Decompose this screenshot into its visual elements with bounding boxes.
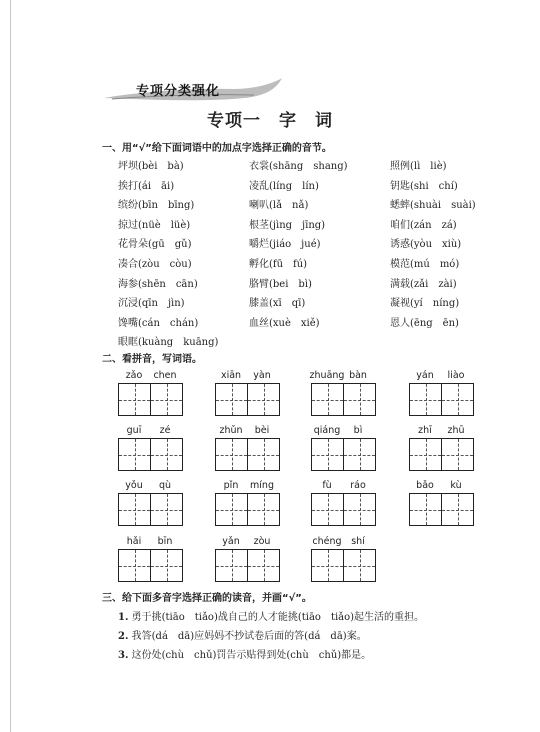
pinyin-label: yǒu	[125, 480, 143, 491]
word-item: 凝视(yí níng)	[390, 298, 460, 310]
writing-box[interactable]	[441, 493, 474, 526]
pinyin-writing-grid	[215, 425, 279, 471]
pinyin-label: míng	[250, 480, 274, 491]
word-row	[118, 275, 538, 295]
word-item: 满载(zǎi zài)	[390, 278, 457, 290]
section1-title: 一、用“√”给下面词语中的加点字选择正确的音节。	[102, 143, 332, 154]
word-item: 嚼烂(jiáo jué)	[249, 239, 321, 251]
word-row	[118, 294, 538, 314]
writing-box[interactable]	[118, 383, 151, 416]
word-item: 诱惑(yòu xiù)	[390, 239, 462, 251]
word-item: 凌乱(líng lín)	[249, 180, 319, 192]
writing-box[interactable]	[311, 438, 344, 471]
pinyin-label: chen	[153, 370, 177, 381]
word-item: 胳臂(bei bì)	[249, 278, 312, 290]
word-row	[118, 196, 538, 216]
section2-title: 二、看拼音，写词语。	[102, 354, 202, 365]
writing-box[interactable]	[118, 438, 151, 471]
writing-box[interactable]	[150, 383, 183, 416]
pinyin-writing-grid	[311, 536, 375, 582]
word-item: 咱们(zán zá)	[390, 219, 457, 231]
pinyin-writing-grid	[118, 536, 182, 582]
pinyin-label: guī	[126, 425, 142, 436]
word-item: 眼眶(kuàng kuāng)	[118, 337, 219, 349]
pinyin-label: yàn	[253, 370, 271, 381]
writing-box[interactable]	[215, 383, 248, 416]
writing-box[interactable]	[409, 383, 442, 416]
pinyin-label: pǐn	[223, 480, 239, 491]
word-item: 馋嘴(cán chán)	[118, 317, 199, 329]
pinyin-label: yǎn	[222, 536, 240, 547]
pinyin-label: bǎo	[416, 480, 434, 491]
word-row	[118, 314, 538, 334]
writing-box[interactable]	[150, 438, 183, 471]
question-item	[118, 608, 424, 623]
writing-box[interactable]	[343, 549, 376, 582]
question-number: 3.	[118, 650, 129, 661]
word-item: 坪坝(bèi bà)	[118, 161, 184, 172]
writing-box[interactable]	[247, 438, 280, 471]
page-title: 专项一 字 词	[207, 111, 333, 131]
writing-box[interactable]	[343, 493, 376, 526]
word-row	[118, 255, 538, 275]
word-item: 蟋蟀(shuài suài)	[390, 200, 476, 212]
writing-box[interactable]	[150, 549, 183, 582]
pinyin-label: liào	[447, 370, 465, 381]
word-item: 膝盖(xī qī)	[249, 298, 306, 310]
pinyin-writing-grid	[311, 370, 375, 416]
pinyin-writing-grid	[118, 425, 182, 471]
word-item: 沉浸(qīn jìn)	[118, 298, 185, 310]
question-text: 我答(dá dā)应妈妈不抄试卷后面的答(dá dā)案。	[131, 631, 367, 642]
writing-box[interactable]	[118, 493, 151, 526]
section3-title: 三、给下面多音字选择正确的读音，并画“√”。	[102, 593, 312, 604]
writing-box[interactable]	[311, 549, 344, 582]
word-row	[118, 216, 538, 236]
word-item: 钥匙(shi chí)	[390, 180, 458, 192]
pinyin-writing-grid	[215, 536, 279, 582]
pinyin-writing-grid	[311, 480, 375, 526]
pinyin-label: bīn	[157, 536, 173, 547]
writing-box[interactable]	[441, 438, 474, 471]
pinyin-writing-grid	[118, 370, 182, 416]
pinyin-writing-grid	[118, 480, 182, 526]
pinyin-writing-grid	[311, 425, 375, 471]
pinyin-label: bì	[353, 425, 363, 436]
pinyin-writing-grid	[215, 370, 279, 416]
word-item: 孵化(fū fú)	[249, 258, 308, 270]
word-item: 挨打(ái āi)	[118, 180, 175, 192]
pinyin-label: yán	[416, 370, 434, 381]
writing-box[interactable]	[441, 383, 474, 416]
pinyin-label: chéng	[312, 536, 342, 547]
pinyin-choice-list	[118, 157, 538, 353]
question-text: 这份处(chù chǔ)罚告示贴得到处(chù chǔ)都是。	[131, 650, 372, 661]
word-row	[118, 157, 538, 177]
writing-box[interactable]	[343, 438, 376, 471]
word-row	[118, 235, 538, 255]
writing-box[interactable]	[409, 438, 442, 471]
pinyin-label: zhī	[418, 425, 432, 436]
pinyin-label: qiáng	[313, 425, 341, 436]
writing-box[interactable]	[215, 549, 248, 582]
writing-box[interactable]	[118, 549, 151, 582]
pinyin-writing-grid	[409, 480, 473, 526]
writing-box[interactable]	[215, 493, 248, 526]
word-item: 血丝(xuè xiě)	[249, 317, 320, 329]
question-number: 2.	[118, 631, 129, 642]
pinyin-label: shí	[351, 536, 365, 547]
word-item: 花骨朵(gū gǔ)	[118, 239, 192, 251]
pinyin-writing-grid	[409, 370, 473, 416]
pinyin-label: bàn	[349, 370, 367, 381]
word-item: 缤纷(bīn bīng)	[118, 200, 195, 212]
writing-box[interactable]	[247, 493, 280, 526]
pinyin-label: qù	[158, 480, 172, 491]
word-item: 恩人(ēng ēn)	[390, 317, 459, 329]
question-item	[118, 646, 371, 661]
writing-box[interactable]	[247, 383, 280, 416]
writing-box[interactable]	[215, 438, 248, 471]
writing-box[interactable]	[311, 383, 344, 416]
pinyin-label: zòu	[253, 536, 271, 547]
pinyin-label: kù	[450, 480, 462, 491]
pinyin-label: bèi	[254, 425, 270, 436]
writing-box[interactable]	[247, 549, 280, 582]
writing-box[interactable]	[311, 493, 344, 526]
writing-box[interactable]	[409, 493, 442, 526]
writing-box[interactable]	[150, 493, 183, 526]
question-item	[118, 627, 367, 642]
pinyin-label: ráo	[350, 480, 366, 491]
word-item: 根茎(jìng jīng)	[249, 219, 326, 231]
question-text: 勇于挑(tiāo tiǎo)战自己的人才能挑(tiāo tiǎo)起生活的重担。	[131, 612, 425, 623]
pinyin-label: hǎi	[126, 536, 142, 547]
writing-box[interactable]	[343, 383, 376, 416]
banner-title: 专项分类强化	[136, 84, 221, 99]
pinyin-label: zhū	[447, 425, 465, 436]
pinyin-label: zé	[159, 425, 171, 436]
pinyin-label: fù	[322, 480, 332, 491]
pinyin-writing-grid	[409, 425, 473, 471]
pinyin-label: zǎo	[125, 370, 143, 381]
word-item: 照例(lì liè)	[390, 161, 447, 172]
pinyin-label: xiān	[220, 370, 242, 381]
word-item: 衣裳(shāng shang)	[249, 161, 348, 172]
word-row	[118, 177, 538, 197]
pinyin-label: zhuāng	[309, 370, 345, 381]
pinyin-writing-grid	[215, 480, 279, 526]
word-item: 海参(shēn cān)	[118, 278, 198, 290]
question-number: 1.	[118, 612, 129, 623]
word-item: 凑合(zòu còu)	[118, 258, 192, 270]
pinyin-label: zhǔn	[219, 425, 243, 436]
word-item: 喇叭(lǎ nǎ)	[249, 200, 309, 212]
word-item: 模范(mú mó)	[390, 258, 460, 270]
word-item: 掠过(nüè lüè)	[118, 219, 191, 231]
